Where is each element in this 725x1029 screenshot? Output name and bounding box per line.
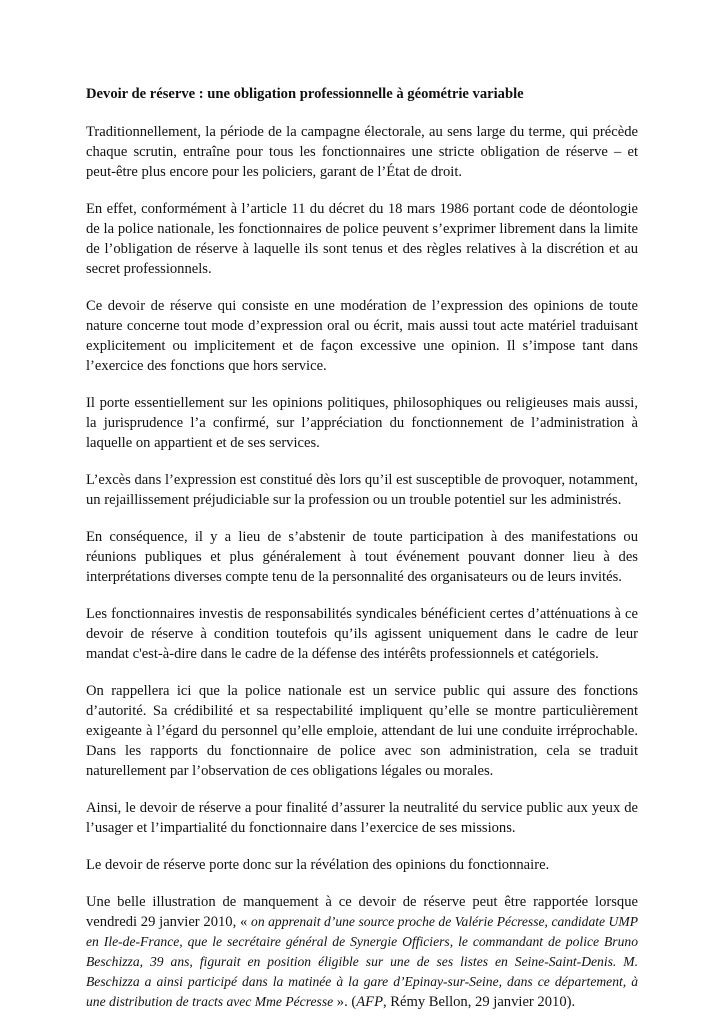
- paragraph-9: Ainsi, le devoir de réserve a pour finalité d’assurer la neutralité du service public aux yeux de l’usager et l’impartialité du fonctionnaire dans l’exercice de ses missions.: [86, 800, 638, 836]
- paragraph-final: [86, 892, 638, 1012]
- final-intro: Une belle illustration de manquement à ce devoir de réserve peut être rapportée lorsque vendredi 29 janvier 2010, «: [86, 894, 638, 930]
- paragraph-6: En conséquence, il y a lieu de s’abstenir de toute participation à des manifestations ou réunions publiques et plus généralement à tout événement pouvant donner lieu à des interprétations diverses compte tenu de la personnalité des organisateurs ou de leurs invités.: [86, 529, 638, 585]
- paragraph-7: Les fonctionnaires investis de responsabilités syndicales bénéficient certes d’atténuations à ce devoir de réserve à condition toutefois qu’ils agissent uniquement dans le cadre de leur mandat c'est-à-dire dans le cadre de la défense des intérêts professionnels et catégoriels.: [86, 606, 638, 662]
- document-page: [86, 84, 638, 1029]
- quote-source: AFP: [356, 994, 383, 1010]
- document-title: Devoir de réserve : une obligation professionnelle à géométrie variable: [86, 86, 524, 102]
- quote-close: ». (: [333, 994, 357, 1010]
- press-quote: on apprenait d’une source proche de Valérie Pécresse, candidate UMP en Ile-de-France, que le secrétaire général de Synergie Officiers, le commandant de police Bruno Beschizza, 39 ans, figurait en position éligible sur une de ses listes en Seine-Saint-Denis. M. Beschizza a ainsi participé dans la matinée à la gare d’Epinay-sur-Seine, dans ce département, à une distribution de tracts avec Mme Pécresse: [86, 914, 638, 1009]
- paragraph-4: Il porte essentiellement sur les opinions politiques, philosophiques ou religieuses mais aussi, la jurisprudence l’a confirmé, sur l’appréciation du fonctionnement de l’administration à laquelle on appartient et de ses services.: [86, 395, 638, 451]
- paragraph-1: Traditionnellement, la période de la campagne électorale, au sens large du terme, qui précède chaque scrutin, entraîne pour tous les fonctionnaires une stricte obligation de réserve – et peut-être plus encore pour les policiers, garant de l’État de droit.: [86, 124, 638, 180]
- paragraph-8: On rappellera ici que la police nationale est un service public qui assure des fonctions d’autorité. Sa crédibilité et sa respectabilité impliquent qu’elle se montre particulièrement exigeante à l’égard du personnel qu’elle emploie, attendant de lui une conduite irréprochable. Dans les rapports du fonctionnaire de police avec son administration, cela se traduit naturellement par l’observation de ces obligations légales ou morales.: [86, 683, 638, 779]
- paragraph-2: En effet, conformément à l’article 11 du décret du 18 mars 1986 portant code de déontologie de la police nationale, les fonctionnaires de police peuvent s’exprimer librement dans la limite de l’obligation de réserve à laquelle ils sont tenus et des règles relatives à la discrétion et au secret professionnels.: [86, 201, 638, 277]
- quote-attribution: , Rémy Bellon, 29 janvier 2010).: [383, 994, 576, 1010]
- paragraph-10: Le devoir de réserve porte donc sur la révélation des opinions du fonctionnaire.: [86, 857, 550, 873]
- paragraph-5: L’excès dans l’expression est constitué dès lors qu’il est susceptible de provoquer, notamment, un rejaillissement préjudiciable sur la profession ou un trouble potentiel sur les administrés.: [86, 472, 638, 508]
- paragraph-3: Ce devoir de réserve qui consiste en une modération de l’expression des opinions de toute nature concerne tout mode d’expression oral ou écrit, mais aussi tout acte matériel traduisant explicitement ou implicitement et de façon excessive une opinion. Il s’impose tant dans l’exercice des fonctions que hors service.: [86, 298, 638, 374]
